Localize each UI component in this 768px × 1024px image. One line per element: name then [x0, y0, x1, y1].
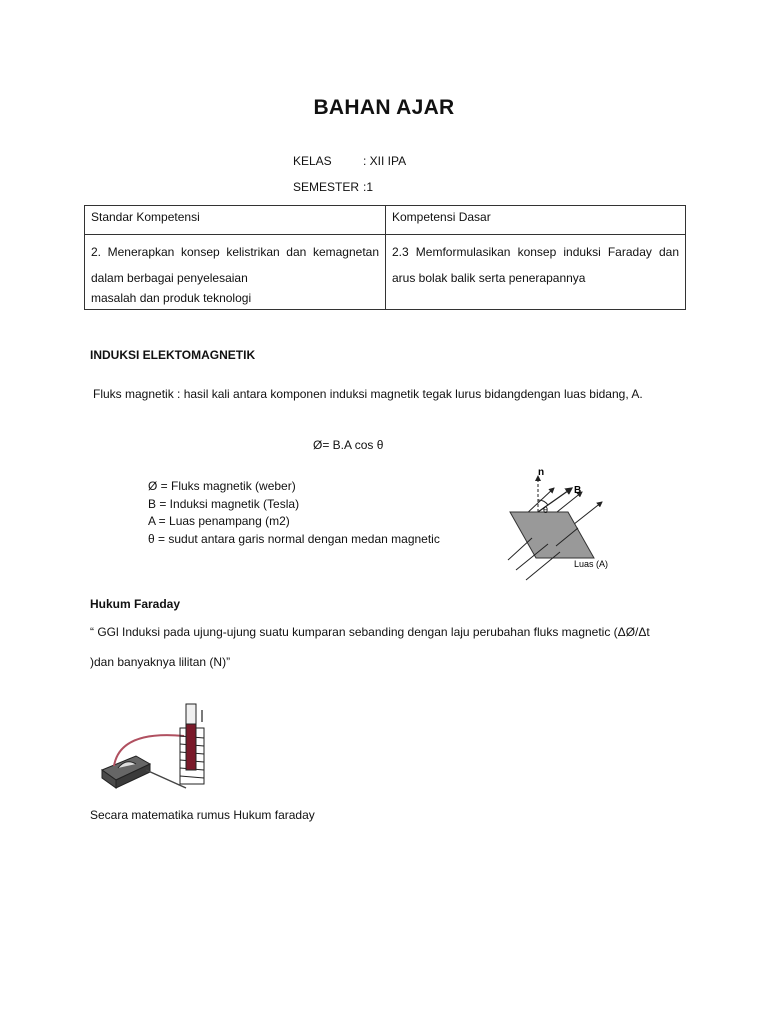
flux-formula: Ø= B.A cos θ: [313, 438, 384, 452]
header-standar: Standar Kompetensi: [85, 206, 386, 235]
section-heading-induksi: INDUKSI ELEKTOMAGNETIK: [90, 348, 256, 362]
flux-definition: Fluks magnetik : hasil kali antara komponen induksi magnetik tegak lurus bidangdengan luas bidang, A.: [93, 387, 643, 401]
faraday-closing-text: Secara matematika rumus Hukum faraday: [90, 808, 315, 822]
label-theta: θ: [543, 505, 549, 515]
meta-semester: [293, 180, 373, 194]
sk-line: masalah dan produk teknologi: [91, 291, 252, 305]
legend-item: Ø = Fluks magnetik (weber): [148, 479, 296, 493]
header-kompetensi: Kompetensi Dasar: [386, 206, 686, 235]
legend-item: θ = sudut antara garis normal dengan medan magnetic: [148, 531, 440, 546]
legend-item: B = Induksi magnetik (Tesla): [148, 496, 300, 511]
faraday-quote-line2: )dan banyaknya lilitan (N)”: [90, 655, 231, 669]
meta-label: SEMESTER: [293, 180, 360, 194]
galvanometer: [102, 756, 150, 788]
page-title: BAHAN AJAR: [313, 96, 455, 119]
meta-kelas: [293, 154, 406, 168]
faraday-experiment-image: [100, 702, 220, 792]
section-heading-faraday: Hukum Faraday: [90, 597, 181, 611]
competency-table: [84, 205, 686, 310]
label-b: B: [574, 485, 582, 496]
legend-item: A = Luas penampang (m2): [148, 514, 290, 528]
meta-value: :1: [363, 180, 374, 194]
kd-line: 2.3 Memformulasikan konsep induksi Faraday dan: [392, 245, 679, 259]
label-n: n: [538, 467, 545, 478]
label-area: Luas (A): [574, 559, 609, 569]
cell-kompetensi: [386, 235, 686, 310]
sk-line: dalam berbagai penyelesaian: [91, 271, 248, 285]
sk-line: 2. Menerapkan konsep kelistrikan dan kemagnetan: [91, 245, 379, 259]
faraday-quote-line1: “ GGl Induksi pada ujung-ujung suatu kumparan sebanding dengan laju perubahan fluks magnetic (ΔØ/Δt: [90, 625, 650, 639]
flux-diagram: [498, 466, 622, 584]
bar-magnet-top: [186, 704, 196, 724]
meta-value: : XII IPA: [363, 154, 407, 168]
kd-line: arus bolak balik serta penerapannya: [392, 271, 586, 285]
cell-standar: [85, 235, 386, 310]
formula-legend: [148, 479, 440, 549]
meta-label: KELAS: [293, 154, 332, 168]
